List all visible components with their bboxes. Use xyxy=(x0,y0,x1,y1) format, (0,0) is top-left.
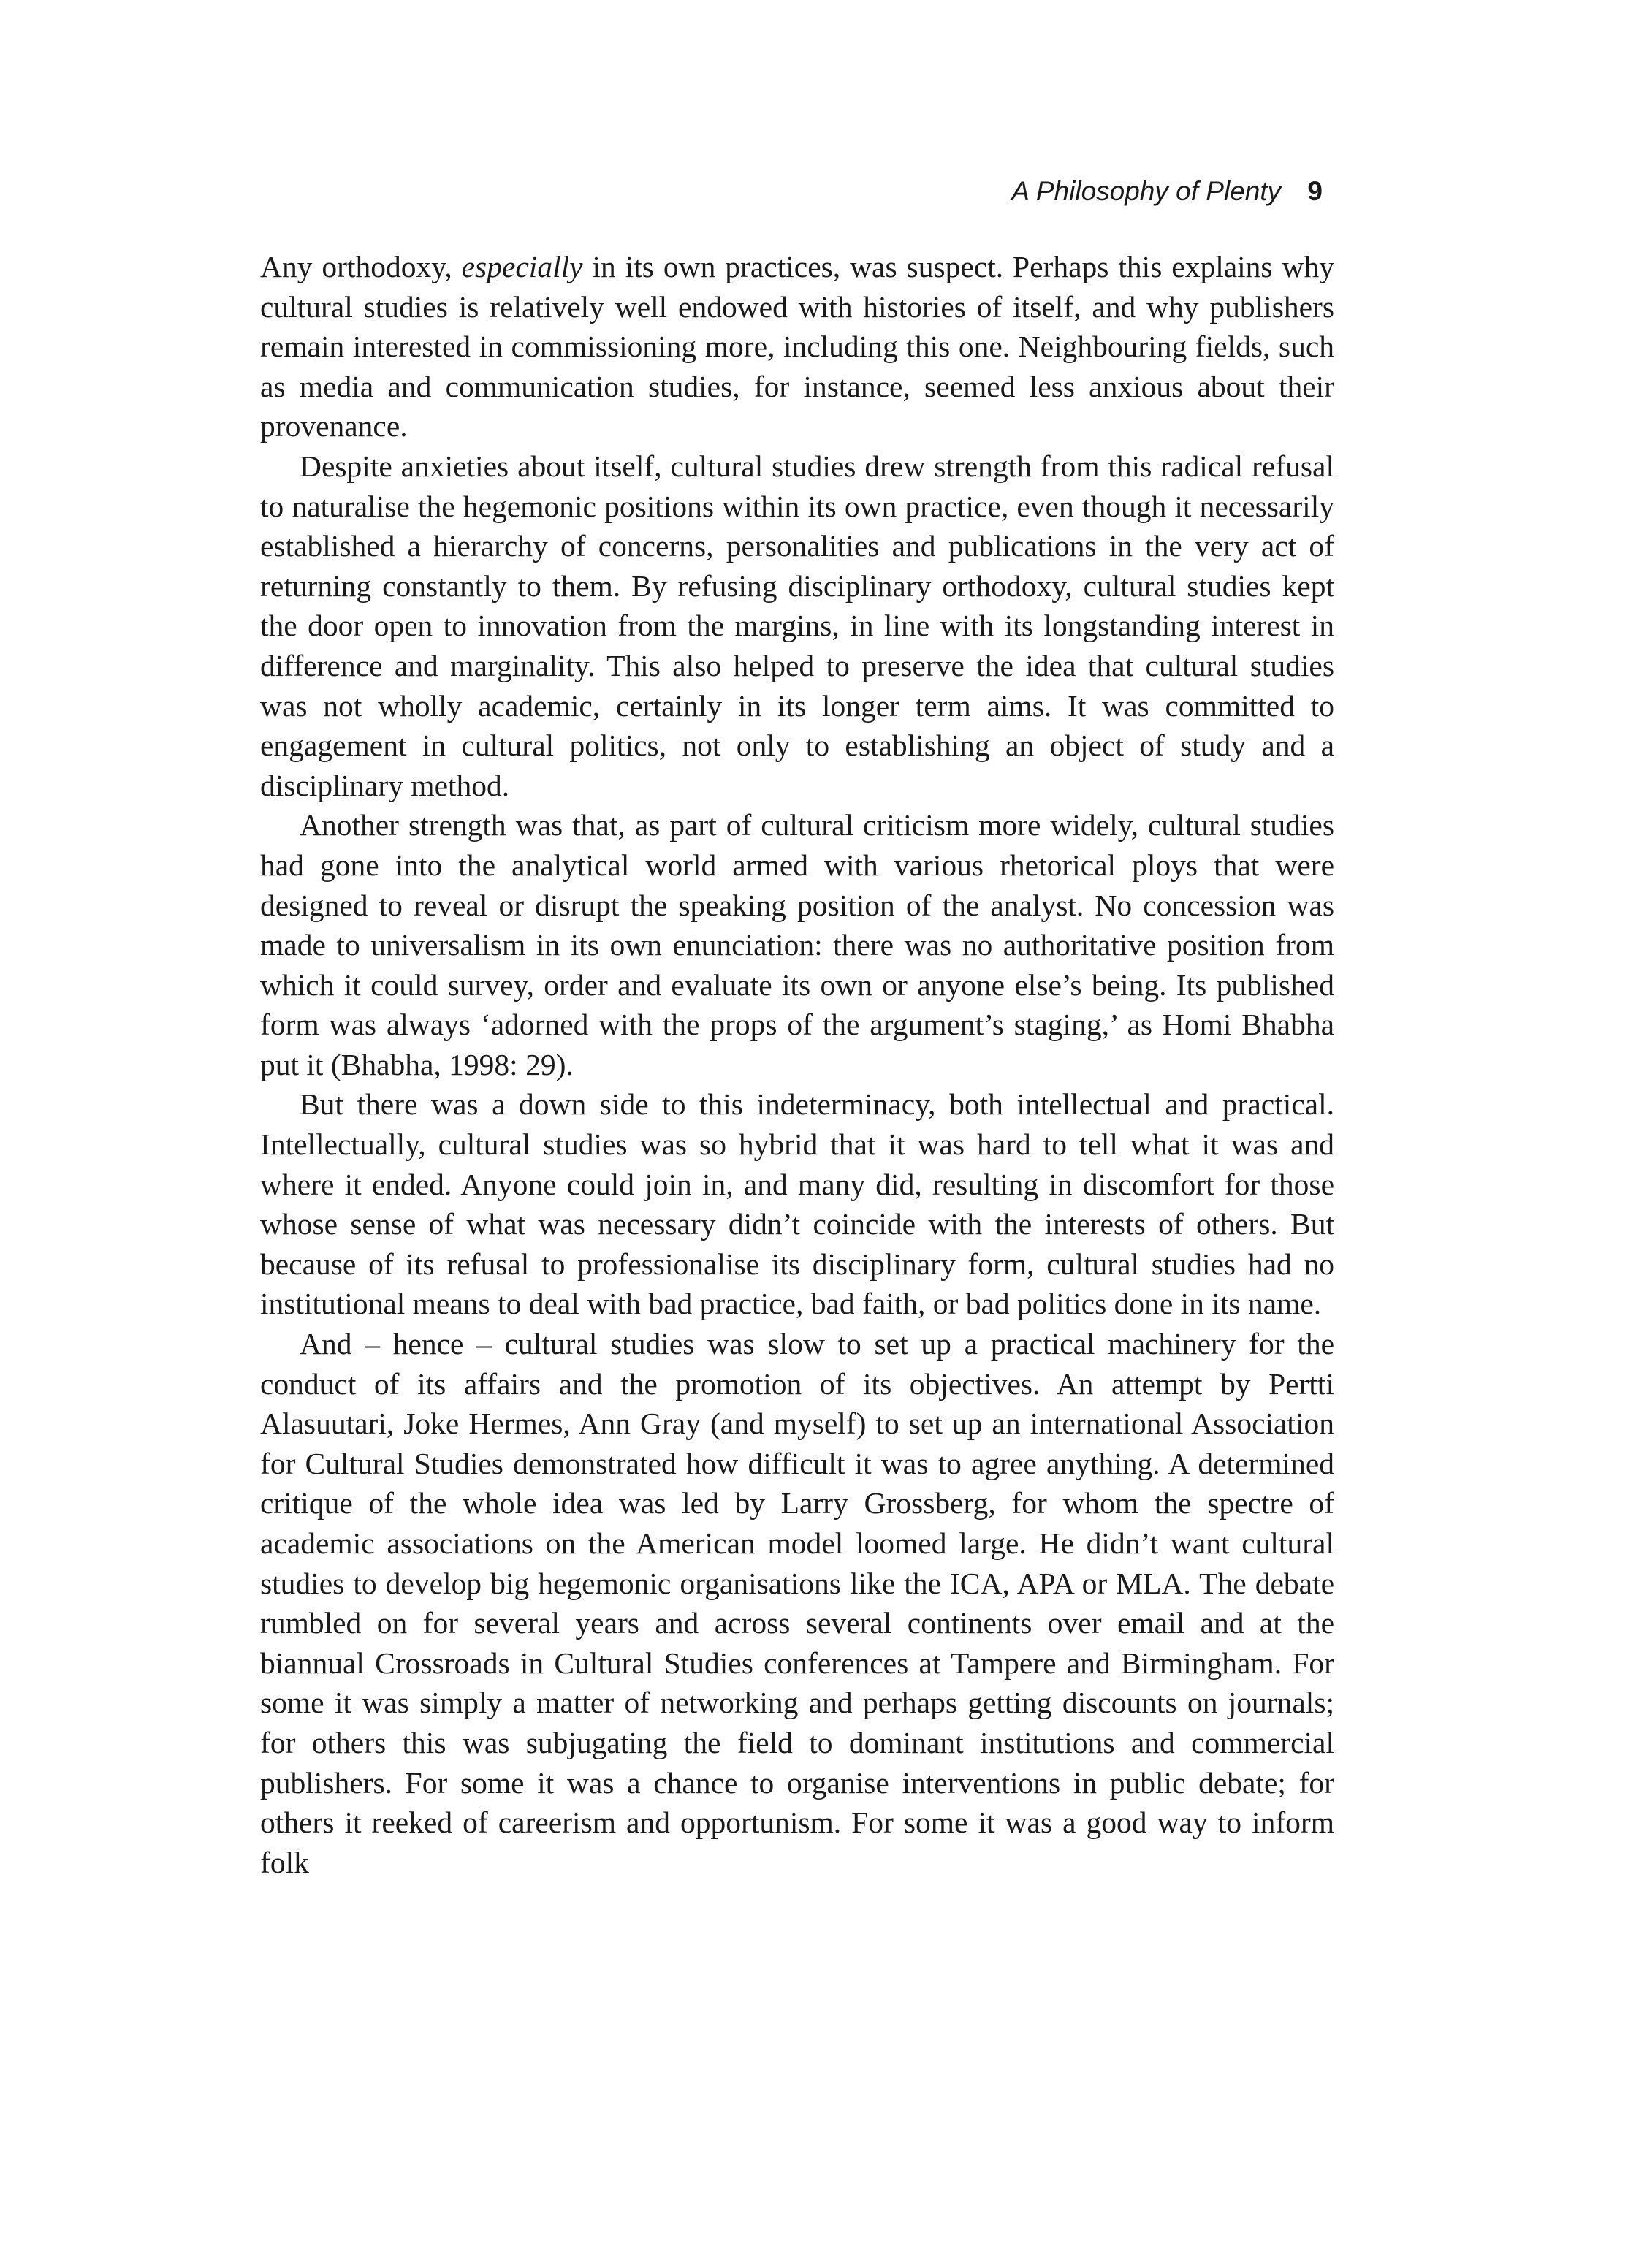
paragraph-5: And – hence – cultural studies was slow to set up a practical machinery for the conduct of its affairs and the promotion of its objectives. An attempt by Pertti Alasuutari, Joke Hermes, Ann Gray (and myself) to set up an international Association for Cultural Studies demonstrated how difficult it was to agree anything. A determined critique of the whole idea was led by Larry Grossberg, for whom the spectre of academic associations on the American model loomed large. He didn’t want cultural studies to develop big hegemonic organisations like the ICA, APA or MLA. The debate rumbled on for several years and across several continents over email and at the biannual Crossroads in Cultural Studies conferences at Tampere and Birmingham. For some it was simply a matter of networking and perhaps getting discounts on journals; for others this was subjugating the field to dominant institutions and commercial publishers. For some it was a chance to organise interventions in public debate; for others it reeked of careerism and opportunism. For some it was a good way to inform folk xyxy=(260,1327,1334,1879)
page-number: 9 xyxy=(1307,176,1323,206)
paragraph-3: Another strength was that, as part of cultural criticism more widely, cultural studies had gone into the analytical world armed with various rhetorical ploys that were designed to reveal or disrupt the speaking position of the analyst. No concession was made to universalism in its own enunciation: there was no authoritative position from which it could survey, order and evaluate its own or anyone else’s being. Its published form was always ‘adorned with the props of the argument’s staging,’ as Homi Bhabha put it (Bhabha, 1998: 29). xyxy=(260,808,1334,1081)
paragraph-1-rest: in its own practices, was suspect. Perhaps this explains why cultural studies is relatively well endowed with histories of itself, and why publishers remain interested in commissioning more, including this one. Neighbouring fields, such as media and communication studies, for instance, seemed less anxious about their provenance. xyxy=(260,250,1335,444)
running-head xyxy=(1011,174,1323,209)
paragraph-4: But there was a down side to this indeterminacy, both intellectual and practical. Intellectually, cultural studies was so hybrid that it was hard to tell what it was and where it ended. Anyone could join in, and many did, resulting in discomfort for those whose sense of what was necessary didn’t coincide with the interests of others. But because of its refusal to professionalise its disciplinary form, cultural studies had no institutional means to deal with bad practice, bad faith, or bad politics done in its name. xyxy=(260,1087,1334,1321)
running-head-title: A Philosophy of Plenty xyxy=(1011,176,1282,206)
body-text xyxy=(260,247,1334,1882)
paragraph-2: Despite anxieties about itself, cultural studies drew strength from this radical refusal to naturalise the hegemonic positions within its own practice, even though it necessarily established a hierarchy of concerns, personalities and publications in the very act of returning constantly to them. By refusing disciplinary orthodoxy, cultural studies kept the door open to innovation from the margins, in line with its longstanding interest in difference and marginality. This also helped to preserve the idea that cultural studies was not wholly academic, certainly in its longer term aims. It was committed to engagement in cultural politics, not only to establishing an object of study and a disciplinary method. xyxy=(260,449,1334,802)
emphasis-especially: especially xyxy=(461,250,583,284)
paragraph-1 xyxy=(260,247,1334,446)
paragraph-1-lead: Any orthodoxy, xyxy=(260,250,462,284)
